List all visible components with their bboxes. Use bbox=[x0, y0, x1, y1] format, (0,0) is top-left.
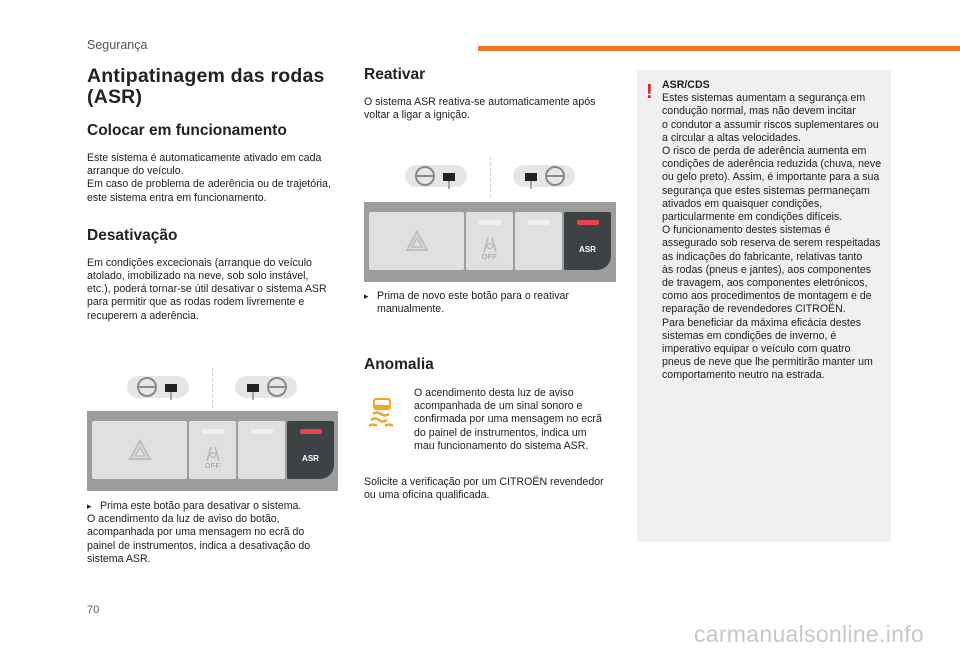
page-title bbox=[87, 66, 341, 108]
warning-line: assegurado sob reserva de serem respeitadas bbox=[662, 237, 881, 250]
warning-line: de travagem, aos componentes eletrónicos, bbox=[662, 277, 868, 290]
switch-panel-1 bbox=[87, 411, 338, 491]
bullet-item: ▸ Prima de novo este botão para o reativar manualmente. bbox=[364, 290, 569, 316]
asr-label: ASR bbox=[302, 454, 319, 463]
warning-line: particularmente em condições difíceis. bbox=[662, 211, 843, 224]
title-line-1: Antipatinagem das rodas bbox=[87, 65, 325, 87]
warning-line: comportamento neutro na estrada. bbox=[662, 369, 825, 382]
asr-button[interactable] bbox=[287, 421, 334, 479]
switch-panel-2 bbox=[364, 202, 616, 282]
heading-start: Colocar em funcionamento bbox=[87, 122, 287, 139]
warning-line: pneus de neve que lhe permitirão manter um bbox=[662, 356, 873, 369]
watermark-text: carmanualsonline.info bbox=[693, 621, 924, 647]
warning-text bbox=[662, 79, 887, 383]
warning-line: imperativo equipar o veículo com quatro bbox=[662, 343, 851, 356]
deactivate-paragraph: O acendimento da luz de aviso do botão, acompanhada por uma mensagem no ecrã do painel de instrumentos, indica a desativação do sistema ASR. bbox=[87, 513, 311, 565]
column-asr bbox=[87, 66, 341, 323]
header-accent-bar bbox=[478, 46, 960, 51]
indicator-divider bbox=[490, 157, 491, 197]
warning-line: às rodas (pneus e jantes), aos componentes bbox=[662, 263, 872, 276]
start-paragraph: Este sistema é automaticamente ativado em cada arranque do veículo. Em caso de problema de aderência ou de trajetória, este sistema entra em funcionamento. bbox=[87, 152, 331, 204]
lane-car-icon bbox=[481, 236, 499, 254]
asr-led bbox=[577, 220, 599, 225]
indicator-strip-1 bbox=[127, 366, 297, 414]
column-reactivate bbox=[364, 66, 619, 122]
button-led bbox=[528, 220, 550, 225]
warning-line: ou gelo preto). Assim, é importante para a sua bbox=[662, 171, 880, 184]
off-label: OFF bbox=[204, 463, 221, 470]
dashboard-vent-icon bbox=[503, 163, 575, 191]
hazard-warning-icon bbox=[128, 439, 152, 461]
bullet-icon: ▸ bbox=[364, 291, 369, 301]
lane-car-icon bbox=[204, 445, 222, 463]
warning-line: as indicações do fabricante, relativas tanto bbox=[662, 250, 863, 263]
button-led bbox=[479, 220, 501, 225]
deactivation-paragraph: Em condições excecionais (arranque do veículo atolado, imobilizado na neve, sob solo instável, etc.), poderá tornar-se útil desativar o sistema ASR para permitir que as rodas rodem livremente e recuperem a aderência. bbox=[87, 256, 327, 322]
section-label: Segurança bbox=[87, 38, 148, 52]
warning-line: Para beneficiar da máxima eficácia destes bbox=[662, 316, 862, 329]
button-led bbox=[251, 429, 273, 434]
warning-exclamation-icon: ! bbox=[646, 81, 653, 103]
warning-line: ativados em quaisquer condições, bbox=[662, 197, 823, 210]
bullet-icon: ▸ bbox=[87, 501, 92, 511]
heading-deactivation: Desativação bbox=[87, 226, 178, 244]
warning-line: O risco de perda de aderência aumenta em bbox=[662, 145, 867, 158]
hazard-warning-icon bbox=[405, 230, 429, 252]
bullet-item: ▸ Prima este botão para desativar o sistema. bbox=[87, 500, 302, 512]
lane-assist-off-button[interactable] bbox=[466, 212, 513, 270]
dashboard-vent-icon bbox=[127, 374, 199, 402]
deactivate-instructions bbox=[87, 500, 341, 566]
warning-line: condução normal, mas não devem incitar bbox=[662, 105, 856, 118]
hazard-button[interactable] bbox=[369, 212, 464, 270]
warning-line: reparação de revendedores CITROËN. bbox=[662, 303, 846, 316]
warning-line: O funcionamento destes sistemas é bbox=[662, 224, 831, 237]
warning-line: o condutor a assumir riscos suplementares ou bbox=[662, 118, 879, 131]
warning-heading: ASR/CDS bbox=[662, 79, 710, 91]
warning-line: a circular a altas velocidades. bbox=[662, 131, 801, 144]
reactivate-paragraph: O sistema ASR reativa-se automaticamente após voltar a ligar a ignição. bbox=[364, 96, 596, 122]
warning-line: Estes sistemas aumentam a segurança em bbox=[662, 92, 866, 105]
warning-line: sistemas em condições de inverno, é bbox=[662, 329, 837, 342]
warning-line: segurança que estes sistemas permaneçam bbox=[662, 184, 870, 197]
heading-anomaly: Anomalia bbox=[364, 356, 434, 373]
service-paragraph: Solicite a verificação por um CITROËN revendedor ou uma oficina qualificada. bbox=[364, 476, 604, 502]
page-number: 70 bbox=[87, 604, 100, 616]
asr-button[interactable] bbox=[564, 212, 611, 270]
skid-warning-icon bbox=[367, 396, 397, 428]
reactivate-instructions bbox=[364, 290, 619, 316]
warning-box bbox=[637, 70, 891, 542]
asr-led bbox=[300, 429, 322, 434]
blank-button[interactable] bbox=[238, 421, 285, 479]
title-line-2: (ASR) bbox=[87, 86, 143, 108]
hazard-button[interactable] bbox=[92, 421, 187, 479]
warning-line: condições de aderência reduzida (chuva, neve bbox=[662, 158, 882, 171]
dashboard-vent-icon bbox=[225, 374, 297, 402]
lane-assist-off-button[interactable] bbox=[189, 421, 236, 479]
blank-button[interactable] bbox=[515, 212, 562, 270]
indicator-divider bbox=[212, 368, 213, 408]
indicator-strip-2 bbox=[405, 155, 575, 203]
anomaly-paragraph: O acendimento desta luz de aviso acompanhada de um sinal sonoro e confirmada por uma mensagem no ecrã do painel de instrumentos, indica um mau funcionamento do sistema ASR. bbox=[414, 387, 602, 452]
asr-label: ASR bbox=[579, 245, 596, 254]
dashboard-vent-icon bbox=[405, 163, 477, 191]
warning-line: como aos procedimentos de montagem e de bbox=[662, 290, 872, 303]
off-label: OFF bbox=[481, 254, 498, 261]
button-led bbox=[202, 429, 224, 434]
heading-reactivate: Reativar bbox=[364, 66, 426, 83]
